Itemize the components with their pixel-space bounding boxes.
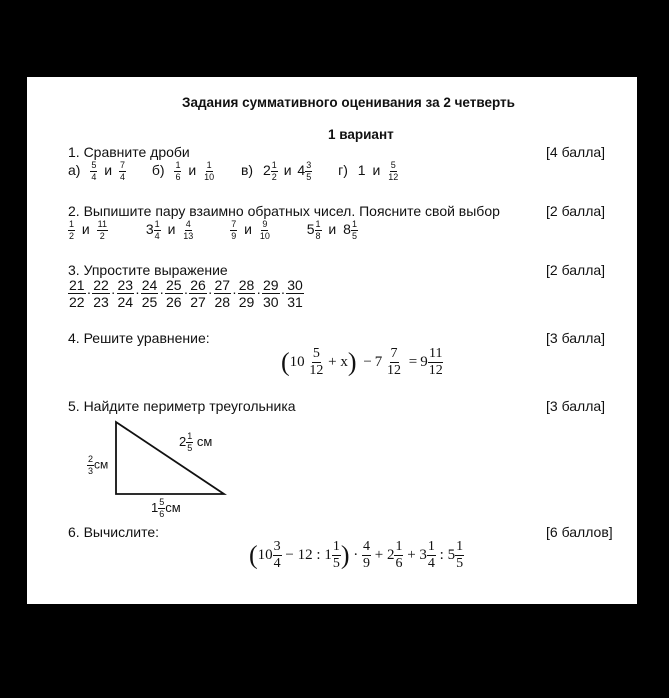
fraction: $\frac{25}{26}$ (166, 277, 182, 310)
fraction: $\frac{1}{10}$ (204, 160, 215, 182)
fraction: $\frac{29}{30}$ (263, 277, 279, 310)
task-5-text: 5. Найдите периметр треугольника (68, 398, 296, 414)
variant-label: 1 вариант (328, 127, 394, 142)
fraction: $\frac{9}{10}$ (259, 219, 270, 241)
fraction: $\frac{1}{4}$ (427, 539, 435, 571)
fraction: $\frac{30}{31}$ (287, 277, 303, 310)
fraction: $\frac{24}{25}$ (141, 277, 158, 310)
fraction: $\frac{27}{28}$ (214, 277, 231, 310)
task-6-points: [6 баллов] (546, 524, 613, 540)
fraction: $\frac{5}{12}$ (309, 346, 324, 378)
fraction: $\frac{3}{4}$ (273, 539, 281, 571)
fraction: $\frac{1}{8}$ (315, 219, 321, 241)
multiply-dot: · (86, 284, 92, 301)
fraction: $\frac{4}{9}$ (362, 539, 370, 571)
fraction: $\frac{1}{5}$ (187, 431, 193, 453)
fraction: $\frac{4}{13}$ (183, 219, 194, 241)
fraction: $\frac{23}{24}$ (117, 277, 134, 310)
fraction: $\frac{22}{23}$ (93, 277, 109, 310)
fraction: $\frac{5}{6}$ (159, 497, 165, 519)
multiply-dot: · (110, 284, 116, 301)
fraction: $\frac{1}{5}$ (456, 539, 464, 571)
right-triangle (112, 419, 227, 497)
fraction: $\frac{5}{12}$ (388, 160, 399, 182)
multiply-dot: · (159, 284, 164, 301)
fraction: $\frac{21}{22}$ (69, 277, 85, 310)
fraction: $\frac{7}{9}$ (231, 219, 237, 241)
fraction: $\frac{26}{27}$ (190, 277, 206, 310)
task-2-items: $\frac{1}{2}$ и $\frac{11}{2}$ 3 $\frac{1}{4}$ и $\frac{4}{13}$ $\frac{7}{9}$ и $\frac{9}{10}$ 5 $\frac{1}{8}$ и 8 $\frac{1}{5}$ (69, 219, 357, 241)
fraction: $\frac{5}{4}$ (91, 160, 97, 182)
fraction: $\frac{1}{4}$ (154, 219, 160, 241)
fraction: $\frac{11}{2}$ (97, 219, 107, 241)
item-b-label: б) (151, 162, 165, 179)
item-a-label: а) (68, 162, 81, 179)
fraction: $\frac{28}{29}$ (238, 277, 255, 310)
multiply-dot: · (256, 284, 261, 301)
fraction: $\frac{2}{3}$ (88, 454, 94, 476)
hypotenuse-label: 2 $\frac{1}{5}$ см (179, 431, 213, 453)
fraction: $\frac{1}{2}$ (69, 219, 75, 241)
task-6-text: 6. Вычислите: (68, 524, 159, 540)
multiply-dot: · (280, 284, 286, 301)
task-4-points: [3 балла] (546, 330, 606, 346)
multiply-dot: · (232, 284, 237, 301)
task-1-items: а) $\frac{5}{4}$ и $\frac{7}{4}$ б) $\frac{1}{6}$ и $\frac{1}{10}$ в) 2 $\frac{1}{2}$ и 4 $\frac{3}{5}$ г) 1 и $\frac{5}{12}$ (68, 160, 399, 182)
fraction: $\frac{1}{6}$ (175, 160, 181, 182)
fraction: $\frac{1}{2}$ (271, 160, 277, 182)
task-5-points: [3 балла] (546, 398, 606, 414)
task-3-points: [2 балла] (546, 262, 606, 278)
page-title: Задания суммативного оценивания за 2 четверть (182, 95, 515, 110)
task-1-text: 1. Сравните дроби (68, 144, 190, 160)
task-1-points: [4 балла] (546, 144, 606, 160)
task-2-text: 2. Выпишите пару взаимно обратных чисел. Поясните свой выбор (68, 203, 500, 219)
task-3-text: 3. Упростите выражение (68, 262, 228, 278)
calculation-expression: (10 $\frac{3}{4}$ − 12 : 1 $\frac{1}{5}$ ) · $\frac{4}{9}$ + 2 $\frac{1}{6}$ + 3 $\frac{1}{4}$ : 5 $\frac{1}{5}$ (249, 539, 464, 571)
fraction: $\frac{1}{5}$ (351, 219, 357, 241)
equation: (10 $\frac{5}{12}$ + x) − 7 $\frac{7}{12}$ = 9 $\frac{11}{12}$ (281, 346, 443, 378)
task-4-text: 4. Решите уравнение: (68, 330, 210, 346)
fraction: $\frac{7}{4}$ (119, 160, 125, 182)
item-c-label: в) (240, 162, 254, 179)
fraction: $\frac{1}{5}$ (332, 539, 340, 571)
multiply-dot: · (183, 284, 189, 301)
task-2-points: [2 балла] (546, 203, 606, 219)
multiply-dot: · (207, 284, 213, 301)
fraction: $\frac{7}{12}$ (387, 346, 402, 378)
bottom-side-label: 1 $\frac{5}{6}$ см (151, 497, 181, 519)
product-expression (68, 278, 304, 309)
fraction: $\frac{11}{12}$ (428, 346, 443, 378)
fraction: $\frac{3}{5}$ (306, 160, 312, 182)
left-side-label: $\frac{2}{3}$ см (88, 454, 109, 476)
worksheet-page (27, 77, 637, 604)
multiply-dot: · (135, 284, 140, 301)
fraction: $\frac{1}{6}$ (395, 539, 403, 571)
item-d-label: г) (338, 162, 348, 179)
